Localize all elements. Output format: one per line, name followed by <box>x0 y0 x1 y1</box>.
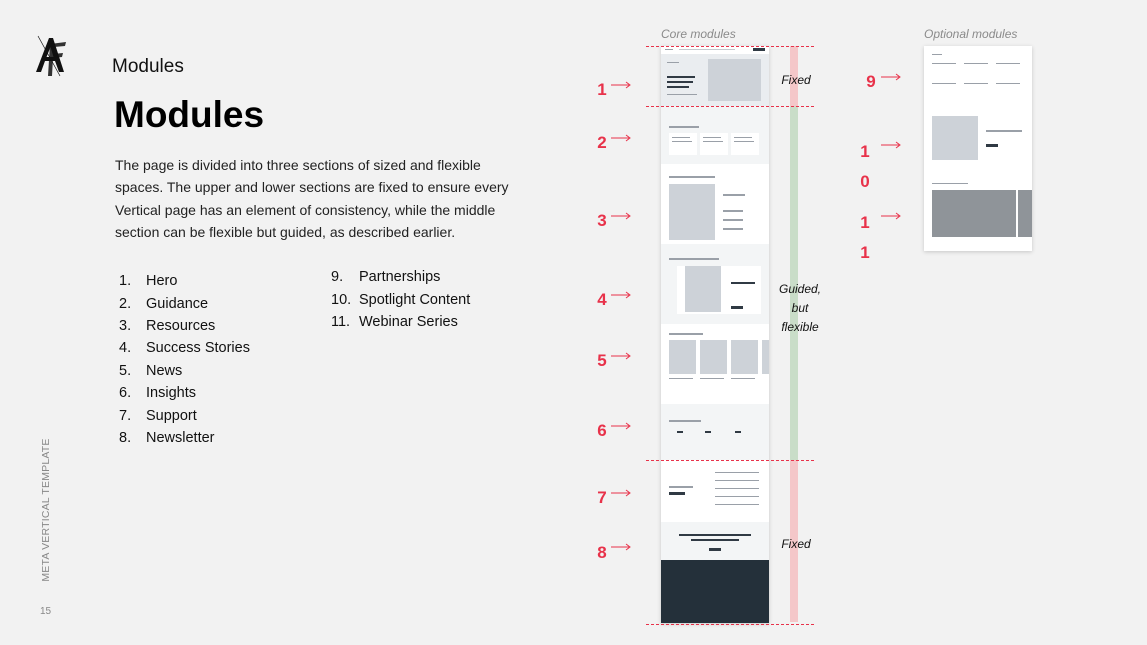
list-item <box>119 337 250 359</box>
list-item-label: Success Stories <box>146 340 250 357</box>
list-item-number: 3. <box>119 317 132 334</box>
list-item <box>119 292 250 314</box>
core-number-1: 1 <box>597 80 607 99</box>
wire-webinar <box>924 176 1032 251</box>
core-number-5: 5 <box>597 351 607 370</box>
wire-guidance <box>661 106 769 164</box>
core-number-3: 3 <box>597 211 607 230</box>
guided-tag-line1: Guided, <box>778 282 822 296</box>
wire-success-stories <box>661 244 769 324</box>
core-number-7: 7 <box>597 488 607 507</box>
arrow-right-icon <box>611 489 631 497</box>
list-item-number: 6. <box>119 385 132 402</box>
list-item-number: 8. <box>119 429 132 446</box>
arrow-right-icon <box>611 291 631 299</box>
core-number-4: 4 <box>597 290 607 309</box>
fixed-top-tag: Fixed <box>781 73 811 87</box>
arrow-right-icon <box>611 422 631 430</box>
guided-band <box>790 46 798 460</box>
af-logo-icon <box>34 32 68 78</box>
list-item <box>119 404 250 426</box>
divider-fixed-bottom <box>646 460 814 461</box>
divider-fixed-top <box>646 106 814 107</box>
list-item-label: Partnerships <box>359 269 441 286</box>
core-number-2: 2 <box>597 133 607 152</box>
fixed-bottom-tag: Fixed <box>781 537 811 551</box>
arrow-right-icon <box>611 134 631 142</box>
list-item-label: Hero <box>146 273 178 290</box>
core-number-6: 6 <box>597 421 607 440</box>
list-item-label: Support <box>146 407 197 424</box>
arrow-right-icon <box>611 81 631 89</box>
list-item-number: 2. <box>119 295 132 312</box>
arrow-right-icon <box>881 141 901 149</box>
list-item-number: 7. <box>119 407 132 424</box>
list-item-label: Spotlight Content <box>359 291 471 308</box>
arrow-right-icon <box>881 73 901 81</box>
core-number-8: 8 <box>597 543 607 562</box>
list-item <box>119 382 250 404</box>
guided-tag-line3: flexible <box>781 320 819 334</box>
list-item-number: 4. <box>119 340 132 357</box>
wire-partnerships <box>924 46 1032 104</box>
modules-list-optional <box>331 266 470 333</box>
page-number: 15 <box>40 606 52 617</box>
wire-newsletter <box>661 522 769 560</box>
list-item <box>119 270 250 292</box>
list-item <box>331 266 470 288</box>
page-title: Modules <box>114 94 265 135</box>
optional-number-10-line1: 1 <box>860 142 870 161</box>
optional-modules-heading: Optional modules <box>924 27 1018 41</box>
list-item-label: Newsletter <box>146 429 215 446</box>
wire-nav <box>661 46 769 54</box>
list-item-label: Guidance <box>146 295 209 312</box>
wire-support <box>661 460 769 522</box>
wire-hero <box>661 54 769 106</box>
list-item-number: 1. <box>119 273 132 290</box>
wire-resources <box>661 164 769 244</box>
list-item-label: Insights <box>146 385 196 402</box>
optional-number-11-line2: 1 <box>860 243 870 262</box>
wire-footer <box>661 560 769 623</box>
core-modules-heading: Core modules <box>661 27 736 41</box>
optional-number-11-line1: 1 <box>860 213 870 232</box>
section-header-label: Modules <box>112 56 184 77</box>
list-item-number: 11. <box>331 313 351 330</box>
core-page-wireframe <box>661 46 769 623</box>
arrow-right-icon <box>611 212 631 220</box>
modules-list-core <box>119 270 250 449</box>
divider-top <box>646 46 814 47</box>
list-item-number: 5. <box>119 362 132 379</box>
list-item <box>331 311 470 333</box>
wire-insights <box>661 404 769 460</box>
arrow-right-icon <box>611 543 631 551</box>
list-item <box>119 315 250 337</box>
list-item-label: Resources <box>146 317 216 334</box>
arrow-right-icon <box>611 352 631 360</box>
body-paragraph: The page is divided into three sections of sized and flexible spaces. The upper and lower sections are fixed to ensure every Vertical page has an element of consistency, while the middle section can be flexible but guided, as described earlier. <box>115 157 509 241</box>
optional-number-9: 9 <box>866 72 876 91</box>
wire-news <box>661 324 769 404</box>
optional-number-10-line2: 0 <box>860 172 870 191</box>
list-item <box>119 427 250 449</box>
list-item <box>331 288 470 310</box>
list-item-number: 9. <box>331 269 344 286</box>
wire-spotlight <box>924 104 1032 176</box>
arrow-right-icon <box>881 212 901 220</box>
list-item-label: Webinar Series <box>359 313 458 330</box>
list-item-number: 10. <box>331 291 352 308</box>
list-item <box>119 360 250 382</box>
side-vertical-label: META VERTICAL TEMPLATE <box>40 438 52 582</box>
divider-bottom <box>646 624 814 625</box>
optional-page-wireframe <box>924 46 1032 251</box>
guided-tag-line2: but <box>791 301 809 315</box>
list-item-label: News <box>146 362 183 379</box>
